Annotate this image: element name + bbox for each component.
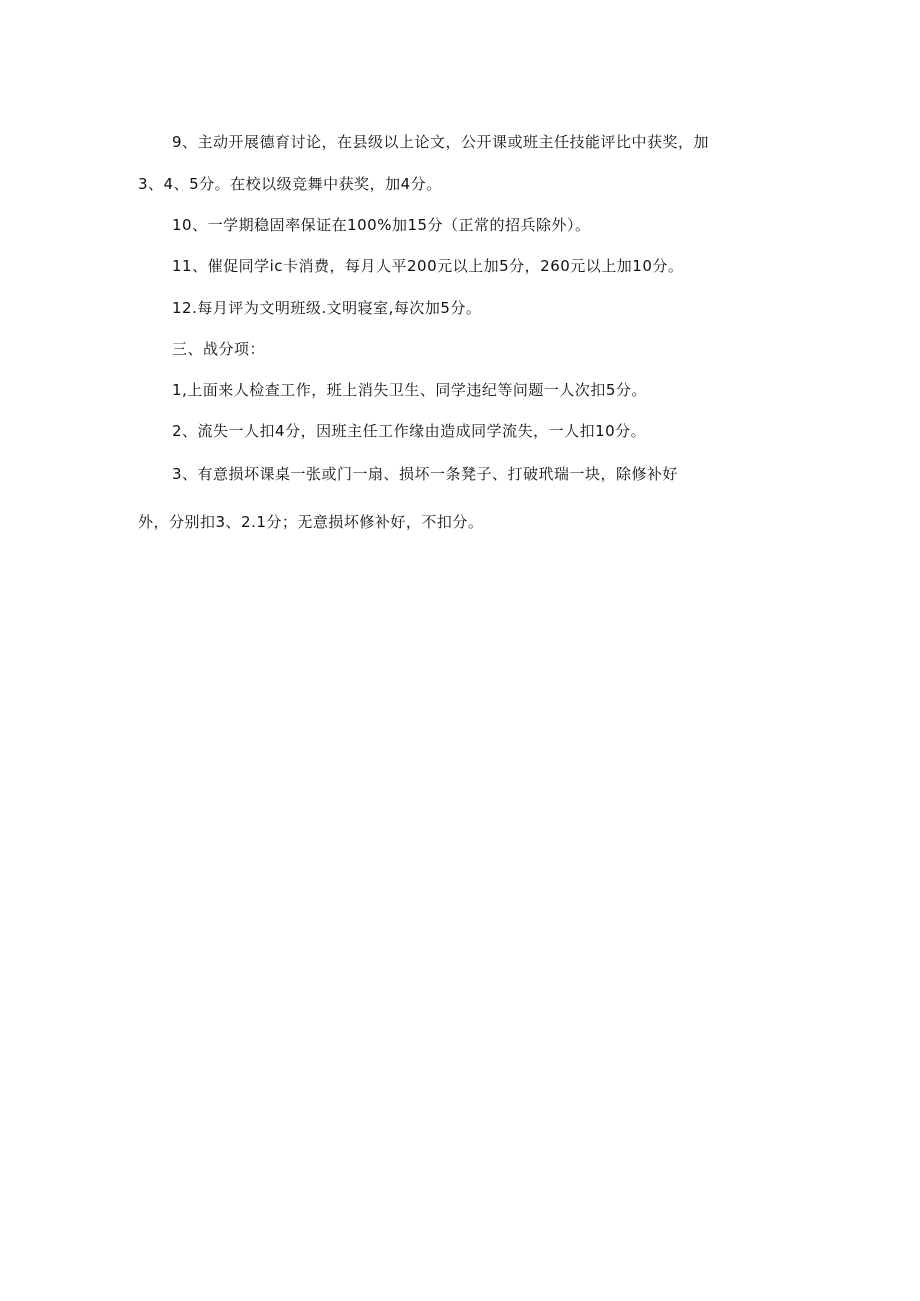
deduction-item-3-line-1: 3、有意损坏课桌一张或门一扇、损坏一条凳子、打破玳瑞一块，除修补好 (172, 465, 679, 483)
paragraph-item-11: 11、催促同学ic卡消费，每月人平200元以上加5分，260元以上加10分。 (172, 257, 684, 275)
deduction-item-2: 2、流失一人扣4分，因班主任工作缘由造成同学流失，一人扣10分。 (172, 422, 647, 440)
paragraph-item-12: 12.每月评为文明班级.文明寝室,每次加5分。 (172, 299, 482, 317)
paragraph-item-9-line-2: 3、4、5分。在校以级竞舞中获奖，加4分。 (138, 175, 442, 193)
section-heading-deductions: 三、战分项： (172, 340, 266, 358)
deduction-item-3-line-2: 外，分别扣3、2.1分；无意损坏修补好，不扣分。 (138, 513, 484, 531)
paragraph-item-10: 10、一学期稳固率保证在100%加15分（正常的招兵除外）。 (172, 216, 591, 234)
deduction-item-1: 1,上面来人检查工作，班上消失卫生、同学违纪等问题一人次扣5分。 (172, 381, 647, 399)
paragraph-item-9-line-1: 9、主动开展德育讨论，在县级以上论文，公开课或班主任技能评比中获奖，加 (172, 133, 710, 151)
